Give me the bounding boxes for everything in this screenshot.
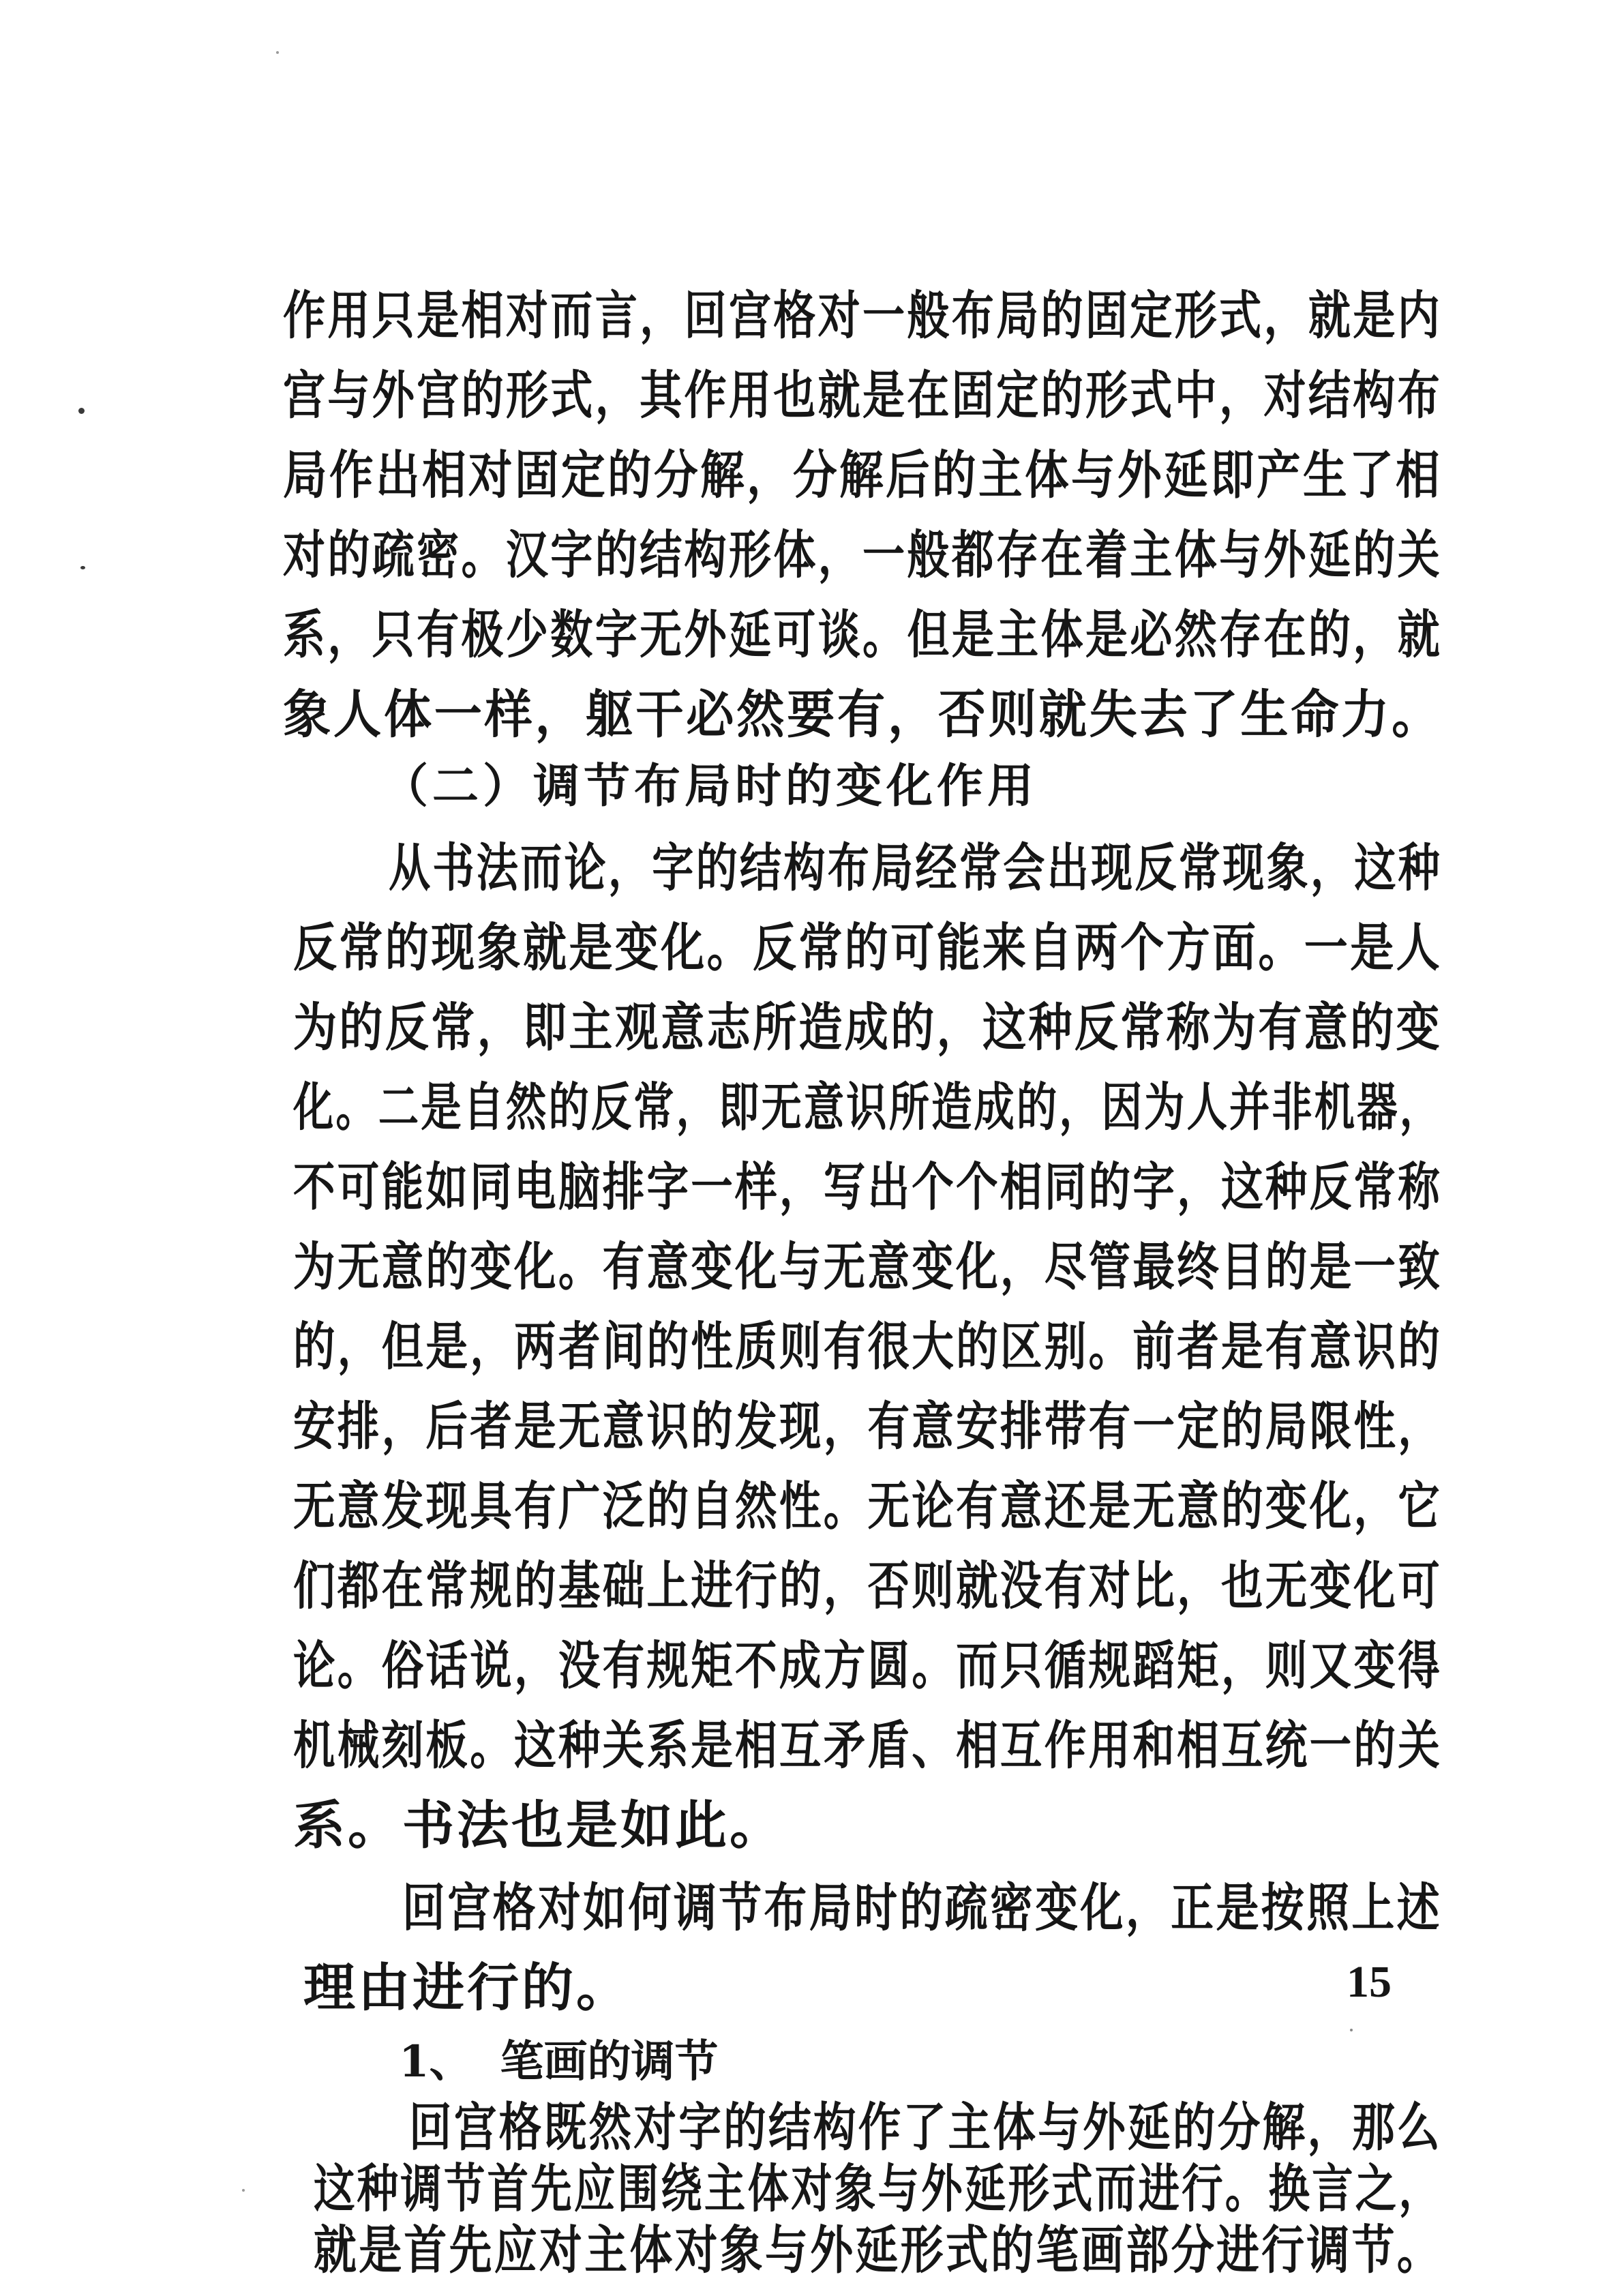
subsection-heading [399,2028,719,2096]
paragraph-1-line-4: 对的疏密。汉字的结构形体，一般都存在着主体与外延的关 [283,524,1442,585]
scan-speck [78,408,85,414]
section-heading: （二）调节布局时的变化作用 [382,759,1038,814]
scan-speck [80,566,85,569]
subsection-title: 笔画的调节 [500,2036,719,2087]
page-number: 15 [1347,1957,1392,2007]
paragraph-3-line-2: 理由进行的。 [303,1957,631,2018]
paragraph-2-line-7: 的，但是，两者间的性质则有很大的区别。前者是有意识的 [293,1316,1443,1377]
scan-speck [242,2189,245,2192]
paragraph-1-line-3: 局作出相对固定的分解，分解后的主体与外延即产生了相 [283,445,1442,505]
paragraph-2-line-9: 无意发现具有广泛的自然性。无论有意还是无意的变化，它 [293,1476,1443,1536]
paragraph-1-line-6: 象人体一样，躯干必然要有，否则就失去了生命力。 [283,684,1442,745]
paragraph-1-line-5: 系，只有极少数字无外延可谈。但是主体是必然存在的，就 [283,604,1442,665]
paragraph-2-line-10: 们都在常规的基础上进行的，否则就没有对比，也无变化可 [293,1555,1443,1616]
paragraph-4-line-2: 这种调节首先应围绕主体对象与外延形式而进行。换言之， [314,2158,1443,2219]
paragraph-2-line-13: 系。书法也是如此。 [293,1795,784,1855]
paragraph-4-line-1: 回宫格既然对字的结构作了主体与外延的分解，那么 [409,2097,1443,2158]
paragraph-2-line-1: 从书法而论，字的结构布局经常会出现反常现象，这种 [389,837,1443,898]
paragraph-2-line-5: 不可能如同电脑排字一样，写出个个相同的字，这种反常称 [293,1157,1443,1217]
paragraph-2-line-2: 反常的现象就是变化。反常的可能来自两个方面。一是人 [293,917,1442,978]
paragraph-3-line-1: 回宫格对如何调节布局时的疏密变化，正是按照上述 [402,1877,1442,1938]
paragraph-2-line-8: 安排，后者是无意识的发现，有意安排带有一定的局限性， [293,1396,1443,1457]
paragraph-2-line-11: 论。俗话说，没有规矩不成方圆。而只循规蹈矩，则又变得 [293,1635,1443,1696]
scan-speck [1350,2029,1353,2031]
paragraph-4-line-3: 就是首先应对主体对象与外延形式的笔画部分进行调节。 [314,2220,1442,2280]
paragraph-2-line-6: 为无意的变化。有意变化与无意变化，尽管最终目的是一致 [293,1236,1443,1297]
paragraph-1-line-1: 作用只是相对而言，回宫格对一般布局的固定形式，就是内 [283,285,1442,346]
paragraph-1-line-2: 宫与外宫的形式，其作用也就是在固定的形式中，对结构布 [283,365,1442,426]
paragraph-2-line-3: 为的反常，即主观意志所造成的，这种反常称为有意的变 [293,997,1442,1058]
paragraph-2-line-12: 机械刻板。这种关系是相互矛盾、相互作用和相互统一的关 [293,1715,1443,1776]
subsection-number: 1、 [399,2036,473,2087]
scan-speck [276,51,279,54]
paragraph-2-line-4: 化。二是自然的反常，即无意识所造成的，因为人并非机器， [293,1077,1443,1137]
